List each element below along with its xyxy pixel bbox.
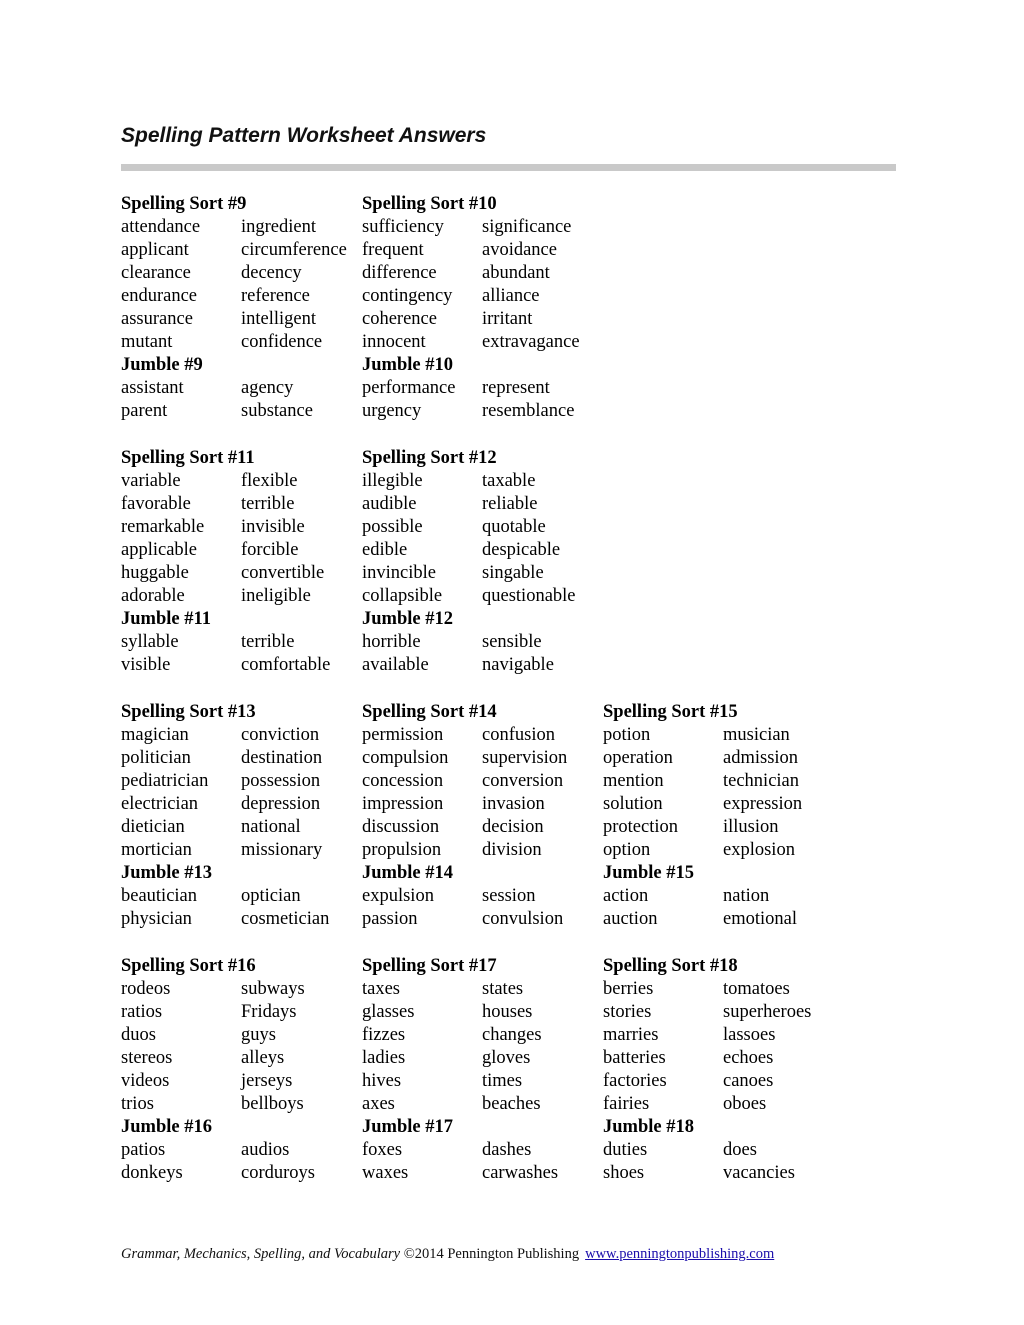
word-row <box>121 585 362 608</box>
word-row <box>121 262 362 285</box>
word-cell: Fridays <box>241 1002 297 1023</box>
jumble-heading: Jumble #18 <box>603 1117 694 1138</box>
word-row <box>603 793 844 816</box>
word-cell: confidence <box>241 332 323 353</box>
word-cell: lassoes <box>723 1025 776 1046</box>
jumble-heading: Jumble #15 <box>603 863 694 884</box>
word-row <box>121 1139 362 1162</box>
word-row <box>603 839 844 862</box>
word-cell: propulsion <box>362 840 442 861</box>
word-row <box>362 1093 603 1116</box>
word-cell: shoes <box>603 1163 645 1184</box>
word-cell: urgency <box>362 401 422 422</box>
word-cell: difference <box>362 263 437 284</box>
word-row <box>121 470 362 493</box>
jumble-heading: Jumble #13 <box>121 863 212 884</box>
word-row <box>121 493 362 516</box>
word-cell: variable <box>121 471 181 492</box>
word-cell: assurance <box>121 309 193 330</box>
word-cell: batteries <box>603 1048 666 1069</box>
word-row <box>362 308 603 331</box>
word-row <box>362 839 603 862</box>
word-cell: parent <box>121 401 168 422</box>
word-cell: significance <box>482 217 572 238</box>
word-cell: horrible <box>362 632 421 653</box>
word-row <box>362 585 603 608</box>
word-cell: circumference <box>241 240 347 261</box>
word-cell: potion <box>603 725 651 746</box>
sort-block <box>121 955 362 1185</box>
word-cell: technician <box>723 771 800 792</box>
word-row <box>121 724 362 747</box>
word-cell: illegible <box>362 471 423 492</box>
word-cell: mutant <box>121 332 173 353</box>
footer-website-link[interactable]: www.penningtonpublishing.com <box>585 1246 775 1262</box>
word-cell: division <box>482 840 542 861</box>
sort-heading: Spelling Sort #15 <box>603 702 738 722</box>
word-cell: forcible <box>241 540 299 561</box>
word-cell: passion <box>362 909 418 930</box>
word-row <box>362 724 603 747</box>
word-row <box>121 1162 362 1185</box>
word-cell: huggable <box>121 563 189 584</box>
word-row <box>362 539 603 562</box>
word-cell: applicant <box>121 240 189 261</box>
word-row <box>121 1001 362 1024</box>
word-row <box>121 377 362 400</box>
word-cell: corduroys <box>241 1163 315 1184</box>
word-cell: endurance <box>121 286 198 307</box>
word-cell: fairies <box>603 1094 650 1115</box>
word-cell: emotional <box>723 909 797 930</box>
word-cell: conversion <box>482 771 564 792</box>
word-row <box>603 1070 844 1093</box>
word-cell: coherence <box>362 309 437 330</box>
word-cell: audios <box>241 1140 290 1161</box>
word-row <box>362 770 603 793</box>
word-cell: invisible <box>241 517 305 538</box>
word-cell: ingredient <box>241 217 317 238</box>
word-cell: convulsion <box>482 909 564 930</box>
word-row <box>362 631 603 654</box>
word-cell: terrible <box>241 632 295 653</box>
word-cell: adorable <box>121 586 185 607</box>
word-cell: pediatrician <box>121 771 209 792</box>
word-row <box>603 1001 844 1024</box>
sort-heading: Spelling Sort #18 <box>603 956 738 976</box>
word-cell: option <box>603 840 651 861</box>
word-cell: invincible <box>362 563 436 584</box>
word-cell: factories <box>603 1071 667 1092</box>
word-cell: substance <box>241 401 313 422</box>
word-cell: duos <box>121 1025 156 1046</box>
sort-heading: Spelling Sort #17 <box>362 956 497 976</box>
word-cell: clearance <box>121 263 191 284</box>
sort-block <box>362 193 603 423</box>
word-cell: contingency <box>362 286 453 307</box>
word-row <box>603 908 844 931</box>
word-cell: discussion <box>362 817 440 838</box>
word-row <box>603 1093 844 1116</box>
word-row <box>121 239 362 262</box>
jumble-heading: Jumble #17 <box>362 1117 453 1138</box>
word-cell: protection <box>603 817 679 838</box>
word-row <box>603 1139 844 1162</box>
word-cell: beaches <box>482 1094 541 1115</box>
word-row <box>603 885 844 908</box>
word-cell: bellboys <box>241 1094 304 1115</box>
word-cell: marries <box>603 1025 659 1046</box>
word-cell: agency <box>241 378 294 399</box>
word-cell: glasses <box>362 1002 415 1023</box>
word-cell: available <box>362 655 429 676</box>
word-row <box>362 1162 603 1185</box>
word-cell: performance <box>362 378 456 399</box>
word-cell: oboes <box>723 1094 767 1115</box>
word-row <box>121 654 362 677</box>
word-row <box>362 493 603 516</box>
word-row <box>362 816 603 839</box>
word-cell: audible <box>362 494 417 515</box>
word-cell: questionable <box>482 586 576 607</box>
word-cell: visible <box>121 655 171 676</box>
word-cell: terrible <box>241 494 295 515</box>
word-row <box>362 747 603 770</box>
footer-book-title: Grammar, Mechanics, Spelling, and Vocabulary <box>121 1246 401 1262</box>
word-cell: expression <box>723 794 803 815</box>
word-row <box>121 908 362 931</box>
footer-copyright: ©2014 Pennington Publishing <box>400 1246 580 1262</box>
word-cell: trios <box>121 1094 154 1115</box>
word-cell: national <box>241 817 301 838</box>
word-row <box>362 285 603 308</box>
word-cell: duties <box>603 1140 648 1161</box>
word-cell: guys <box>241 1025 276 1046</box>
word-cell: jerseys <box>241 1071 293 1092</box>
word-cell: echoes <box>723 1048 774 1069</box>
word-cell: sufficiency <box>362 217 444 238</box>
word-cell: illusion <box>723 817 779 838</box>
word-cell: ineligible <box>241 586 311 607</box>
word-cell: superheroes <box>723 1002 812 1023</box>
word-row <box>362 331 603 354</box>
word-cell: flexible <box>241 471 298 492</box>
word-cell: axes <box>362 1094 395 1115</box>
word-cell: avoidance <box>482 240 557 261</box>
page-title: Spelling Pattern Worksheet Answers <box>121 124 487 147</box>
word-row <box>362 1047 603 1070</box>
word-cell: fizzes <box>362 1025 406 1046</box>
word-cell: convertible <box>241 563 325 584</box>
word-cell: reference <box>241 286 310 307</box>
word-row <box>121 1093 362 1116</box>
sort-heading: Spelling Sort #11 <box>121 448 255 468</box>
word-cell: represent <box>482 378 550 399</box>
word-row <box>362 978 603 1001</box>
word-row <box>362 262 603 285</box>
word-cell: quotable <box>482 517 546 538</box>
word-cell: vacancies <box>723 1163 795 1184</box>
jumble-heading: Jumble #11 <box>121 609 211 630</box>
word-cell: ladies <box>362 1048 406 1069</box>
sort-block <box>603 955 844 1185</box>
word-cell: states <box>482 979 524 1000</box>
word-cell: cosmetician <box>241 909 330 930</box>
word-row <box>121 331 362 354</box>
word-cell: beautician <box>121 886 198 907</box>
word-row <box>362 1139 603 1162</box>
jumble-heading: Jumble #12 <box>362 609 453 630</box>
word-row <box>603 724 844 747</box>
word-row <box>362 377 603 400</box>
word-row <box>121 747 362 770</box>
sort-heading: Spelling Sort #16 <box>121 956 256 976</box>
word-row <box>362 470 603 493</box>
word-cell: auction <box>603 909 658 930</box>
word-row <box>121 285 362 308</box>
word-cell: rodeos <box>121 979 171 1000</box>
word-cell: patios <box>121 1140 166 1161</box>
word-cell: operation <box>603 748 673 769</box>
word-row <box>362 1024 603 1047</box>
word-cell: frequent <box>362 240 424 261</box>
word-cell: physician <box>121 909 192 930</box>
word-row <box>362 516 603 539</box>
word-cell: supervision <box>482 748 568 769</box>
sort-block <box>121 701 362 931</box>
word-row <box>121 770 362 793</box>
word-cell: magician <box>121 725 189 746</box>
word-cell: changes <box>482 1025 542 1046</box>
sort-block <box>121 447 362 677</box>
word-row <box>121 793 362 816</box>
word-cell: confusion <box>482 725 555 746</box>
word-cell: depression <box>241 794 321 815</box>
word-cell: impression <box>362 794 444 815</box>
word-cell: taxes <box>362 979 401 1000</box>
word-cell: admission <box>723 748 799 769</box>
word-cell: edible <box>362 540 408 561</box>
word-cell: musician <box>723 725 790 746</box>
page-footer <box>121 1246 774 1263</box>
jumble-heading: Jumble #16 <box>121 1117 212 1138</box>
word-cell: compulsion <box>362 748 449 769</box>
sort-block <box>362 447 603 677</box>
word-cell: abundant <box>482 263 550 284</box>
word-row <box>603 816 844 839</box>
word-row <box>121 631 362 654</box>
word-row <box>121 1070 362 1093</box>
word-cell: permission <box>362 725 444 746</box>
word-cell: electrician <box>121 794 199 815</box>
word-cell: innocent <box>362 332 426 353</box>
word-cell: decency <box>241 263 302 284</box>
word-cell: favorable <box>121 494 191 515</box>
word-cell: ratios <box>121 1002 163 1023</box>
word-cell: foxes <box>362 1140 403 1161</box>
word-cell: intelligent <box>241 309 317 330</box>
word-row <box>603 770 844 793</box>
sort-heading: Spelling Sort #9 <box>121 194 247 214</box>
word-cell: tomatoes <box>723 979 790 1000</box>
word-cell: taxable <box>482 471 536 492</box>
word-row <box>362 1001 603 1024</box>
sort-block <box>362 955 603 1185</box>
word-cell: politician <box>121 748 191 769</box>
word-row <box>121 562 362 585</box>
word-row <box>362 1070 603 1093</box>
word-cell: reliable <box>482 494 538 515</box>
word-cell: hives <box>362 1071 402 1092</box>
word-cell: alleys <box>241 1048 285 1069</box>
sort-block <box>603 701 844 931</box>
sort-block <box>121 193 362 423</box>
word-row <box>603 1047 844 1070</box>
word-cell: missionary <box>241 840 323 861</box>
jumble-heading: Jumble #10 <box>362 355 453 376</box>
word-cell: destination <box>241 748 323 769</box>
word-cell: conviction <box>241 725 320 746</box>
jumble-heading: Jumble #14 <box>362 863 453 884</box>
word-cell: resemblance <box>482 401 575 422</box>
sort-heading: Spelling Sort #12 <box>362 448 497 468</box>
word-cell: alliance <box>482 286 540 307</box>
word-row <box>603 978 844 1001</box>
word-cell: does <box>723 1140 757 1161</box>
word-row <box>121 308 362 331</box>
word-cell: mortician <box>121 840 192 861</box>
word-cell: irritant <box>482 309 533 330</box>
word-cell: assistant <box>121 378 184 399</box>
word-cell: houses <box>482 1002 533 1023</box>
word-cell: collapsible <box>362 586 443 607</box>
word-row <box>362 908 603 931</box>
word-row <box>362 239 603 262</box>
sort-heading: Spelling Sort #13 <box>121 702 256 722</box>
word-cell: session <box>482 886 536 907</box>
sort-block <box>362 701 603 931</box>
word-row <box>603 1024 844 1047</box>
word-cell: possible <box>362 517 423 538</box>
word-cell: nation <box>723 886 770 907</box>
word-cell: decision <box>482 817 544 838</box>
word-cell: action <box>603 886 649 907</box>
word-cell: times <box>482 1071 523 1092</box>
word-row <box>362 885 603 908</box>
word-row <box>121 539 362 562</box>
word-cell: explosion <box>723 840 795 861</box>
word-cell: waxes <box>362 1163 409 1184</box>
word-row <box>362 216 603 239</box>
word-row <box>121 816 362 839</box>
word-cell: optician <box>241 886 301 907</box>
word-cell: videos <box>121 1071 170 1092</box>
word-cell: despicable <box>482 540 561 561</box>
word-cell: singable <box>482 563 544 584</box>
word-row <box>121 839 362 862</box>
word-cell: dietician <box>121 817 185 838</box>
word-cell: stories <box>603 1002 652 1023</box>
word-cell: stereos <box>121 1048 173 1069</box>
word-cell: subways <box>241 979 305 1000</box>
word-cell: invasion <box>482 794 545 815</box>
word-cell: expulsion <box>362 886 434 907</box>
word-cell: comfortable <box>241 655 331 676</box>
word-row <box>121 1047 362 1070</box>
word-cell: possession <box>241 771 321 792</box>
word-cell: solution <box>603 794 663 815</box>
word-row <box>603 1162 844 1185</box>
word-row <box>362 654 603 677</box>
word-row <box>603 747 844 770</box>
word-cell: attendance <box>121 217 201 238</box>
word-row <box>121 978 362 1001</box>
sort-heading: Spelling Sort #14 <box>362 702 497 722</box>
word-cell: navigable <box>482 655 554 676</box>
word-cell: remarkable <box>121 517 205 538</box>
word-cell: mention <box>603 771 664 792</box>
word-cell: canoes <box>723 1071 774 1092</box>
word-row <box>362 562 603 585</box>
jumble-heading: Jumble #9 <box>121 355 203 376</box>
word-cell: carwashes <box>482 1163 559 1184</box>
word-row <box>121 216 362 239</box>
word-cell: dashes <box>482 1140 532 1161</box>
word-row <box>362 793 603 816</box>
word-row <box>121 516 362 539</box>
word-row <box>362 400 603 423</box>
word-cell: sensible <box>482 632 542 653</box>
word-cell: donkeys <box>121 1163 183 1184</box>
word-row <box>121 400 362 423</box>
word-cell: syllable <box>121 632 179 653</box>
title-divider <box>121 164 896 171</box>
sort-heading: Spelling Sort #10 <box>362 194 497 214</box>
word-cell: applicable <box>121 540 198 561</box>
word-cell: extravagance <box>482 332 580 353</box>
word-cell: gloves <box>482 1048 531 1069</box>
word-cell: concession <box>362 771 444 792</box>
word-row <box>121 885 362 908</box>
word-row <box>121 1024 362 1047</box>
word-cell: berries <box>603 979 654 1000</box>
